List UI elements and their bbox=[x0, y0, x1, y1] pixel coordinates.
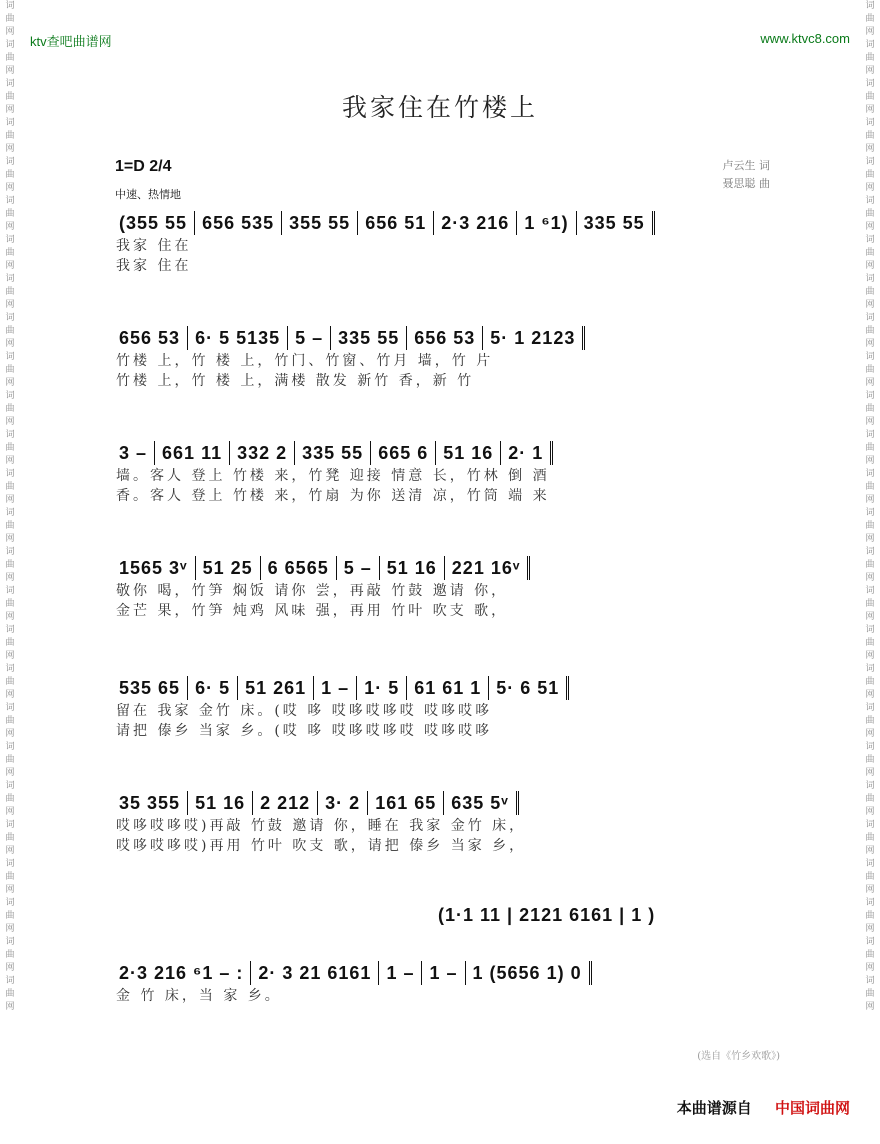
watermark-char: 词 bbox=[865, 820, 875, 830]
watermark-char: 曲 bbox=[5, 131, 15, 141]
watermark-char: 曲 bbox=[865, 443, 875, 453]
watermark-char: 曲 bbox=[865, 131, 875, 141]
measure: 635 5ᵛ bbox=[444, 791, 519, 815]
watermark-char: 词 bbox=[865, 118, 875, 128]
lyric-line: 墙。客人 登上 竹楼 来，竹凳 迎接 情意 长，竹林 倒 酒 bbox=[116, 468, 550, 484]
measure: 221 16ᵛ bbox=[445, 556, 531, 580]
watermark-char: 曲 bbox=[5, 209, 15, 219]
watermark-char: 词 bbox=[5, 196, 15, 206]
measure: 656 535 bbox=[195, 211, 282, 235]
watermark-char: 曲 bbox=[865, 911, 875, 921]
score-system bbox=[112, 555, 776, 621]
watermark-char: 曲 bbox=[5, 521, 15, 531]
watermark-char: 词 bbox=[865, 547, 875, 557]
watermark-char: 词 bbox=[865, 937, 875, 947]
watermark-char: 词 bbox=[865, 157, 875, 167]
notation-line bbox=[112, 440, 776, 466]
measure: 6 6565 bbox=[261, 556, 337, 580]
watermark-char: 词 bbox=[865, 430, 875, 440]
watermark-char: 网 bbox=[5, 846, 15, 856]
lyric-line: 我家 住在 bbox=[116, 238, 192, 254]
watermark-char: 网 bbox=[5, 885, 15, 895]
watermark-char: 网 bbox=[865, 924, 875, 934]
key-signature: 1=D 2/4 bbox=[115, 158, 172, 175]
measure: 51 16 bbox=[436, 441, 501, 465]
watermark-char: 词 bbox=[5, 1, 15, 11]
measure: 161 65 bbox=[368, 791, 444, 815]
watermark-char: 曲 bbox=[865, 287, 875, 297]
ending-extra-measures: (1·1 11 | 2121 6161 | 1 ) bbox=[438, 905, 656, 925]
watermark-char: 曲 bbox=[5, 248, 15, 258]
watermark-char: 网 bbox=[865, 1002, 875, 1012]
watermark-char: 词 bbox=[865, 508, 875, 518]
watermark-char: 曲 bbox=[865, 989, 875, 999]
measure: 661 11 bbox=[155, 441, 230, 465]
source-label: 本曲谱源自 bbox=[676, 1099, 752, 1117]
measure: 2·3 216 bbox=[434, 211, 517, 235]
notation-line bbox=[112, 790, 776, 816]
watermark-char: 词 bbox=[865, 664, 875, 674]
notation-line bbox=[112, 325, 776, 351]
watermark-char: 网 bbox=[5, 495, 15, 505]
watermark-char: 词 bbox=[865, 469, 875, 479]
watermark-char: 词 bbox=[865, 781, 875, 791]
measure: 2·3 216 ⁶1 – : bbox=[112, 961, 251, 985]
watermark-char: 网 bbox=[5, 807, 15, 817]
watermark-char: 曲 bbox=[865, 404, 875, 414]
watermark-char: 词 bbox=[5, 742, 15, 752]
watermark-char: 网 bbox=[5, 27, 15, 37]
measure: 1 ⁶1) bbox=[517, 211, 576, 235]
measure: 3 – bbox=[112, 441, 155, 465]
watermark-char: 曲 bbox=[865, 365, 875, 375]
watermark-char: 词 bbox=[5, 586, 15, 596]
measure: 355 55 bbox=[282, 211, 358, 235]
watermark-char: 网 bbox=[5, 144, 15, 154]
watermark-char: 词 bbox=[5, 391, 15, 401]
watermark-char: 词 bbox=[5, 859, 15, 869]
song-title: 我家住在竹楼上 bbox=[341, 93, 538, 122]
lyric-line: 竹楼 上，竹 楼 上，满楼 散发 新竹 香，新 竹 bbox=[116, 373, 475, 389]
left-watermark-column bbox=[2, 0, 18, 1144]
watermark-char: 曲 bbox=[865, 482, 875, 492]
notation-line bbox=[112, 960, 776, 986]
lyric-line: 请把 傣乡 当家 乡。(哎 哆 哎哆哎哆哎 哎哆哎哆 bbox=[116, 723, 493, 739]
measure: 332 2 bbox=[230, 441, 295, 465]
watermark-char: 网 bbox=[865, 573, 875, 583]
score-system bbox=[112, 675, 776, 741]
watermark-char: 网 bbox=[5, 534, 15, 544]
watermark-char: 网 bbox=[865, 105, 875, 115]
measure: 5 – bbox=[337, 556, 380, 580]
watermark-char: 词 bbox=[5, 157, 15, 167]
watermark-char: 网 bbox=[865, 183, 875, 193]
measure: 5· 1 2123 bbox=[483, 326, 585, 350]
watermark-char: 曲 bbox=[865, 755, 875, 765]
measure: 335 55 bbox=[577, 211, 655, 235]
watermark-char: 词 bbox=[5, 352, 15, 362]
watermark-char: 网 bbox=[865, 846, 875, 856]
watermark-char: 词 bbox=[5, 625, 15, 635]
watermark-char: 曲 bbox=[865, 53, 875, 63]
watermark-char: 曲 bbox=[865, 92, 875, 102]
lyric-line: 香。客人 登上 竹楼 来，竹扇 为你 送清 凉，竹筒 端 来 bbox=[116, 488, 550, 504]
watermark-char: 网 bbox=[865, 651, 875, 661]
measure: 3· 2 bbox=[318, 791, 368, 815]
watermark-char: 网 bbox=[865, 768, 875, 778]
watermark-char: 词 bbox=[5, 313, 15, 323]
watermark-char: 曲 bbox=[5, 14, 15, 24]
watermark-char: 词 bbox=[5, 79, 15, 89]
watermark-char: 曲 bbox=[5, 170, 15, 180]
watermark-char: 曲 bbox=[5, 755, 15, 765]
watermark-char: 网 bbox=[865, 66, 875, 76]
watermark-char: 曲 bbox=[5, 716, 15, 726]
watermark-char: 曲 bbox=[5, 365, 15, 375]
watermark-char: 词 bbox=[5, 781, 15, 791]
watermark-char: 曲 bbox=[865, 872, 875, 882]
lyric-line: 留在 我家 金竹 床。(哎 哆 哎哆哎哆哎 哎哆哎哆 bbox=[116, 703, 493, 719]
watermark-char: 曲 bbox=[5, 950, 15, 960]
watermark-char: 网 bbox=[865, 690, 875, 700]
watermark-char: 网 bbox=[865, 534, 875, 544]
watermark-char: 曲 bbox=[865, 170, 875, 180]
measure: 51 261 bbox=[238, 676, 314, 700]
watermark-char: 曲 bbox=[865, 521, 875, 531]
watermark-char: 曲 bbox=[865, 638, 875, 648]
measure: 535 65 bbox=[112, 676, 188, 700]
lyric-line: 哎哆哎哆哎)再敲 竹鼓 邀请 你，睡在 我家 金竹 床， bbox=[116, 818, 527, 834]
watermark-char: 网 bbox=[5, 339, 15, 349]
measure: 1 (5656 1) 0 bbox=[466, 961, 592, 985]
measure: 51 16 bbox=[380, 556, 445, 580]
watermark-char: 曲 bbox=[5, 677, 15, 687]
watermark-char: 曲 bbox=[5, 560, 15, 570]
composer-credit: 聂思聪 曲 bbox=[722, 177, 770, 190]
watermark-char: 曲 bbox=[865, 677, 875, 687]
watermark-char: 网 bbox=[5, 651, 15, 661]
watermark-char: 网 bbox=[865, 612, 875, 622]
measure: 5 – bbox=[288, 326, 331, 350]
watermark-char: 词 bbox=[865, 196, 875, 206]
watermark-char: 曲 bbox=[865, 794, 875, 804]
measure: 51 16 bbox=[188, 791, 253, 815]
watermark-char: 词 bbox=[5, 40, 15, 50]
notation-line bbox=[112, 210, 776, 236]
watermark-char: 曲 bbox=[5, 287, 15, 297]
lyric-line: 敬你 喝，竹笋 焖饭 请你 尝，再敲 竹鼓 邀请 你， bbox=[116, 583, 509, 599]
watermark-char: 词 bbox=[865, 742, 875, 752]
measure: 2· 1 bbox=[501, 441, 553, 465]
watermark-char: 词 bbox=[5, 976, 15, 986]
measure: 1 – bbox=[314, 676, 357, 700]
measure: 5· 6 51 bbox=[489, 676, 569, 700]
watermark-char: 网 bbox=[865, 300, 875, 310]
watermark-char: 网 bbox=[5, 963, 15, 973]
watermark-char: 曲 bbox=[865, 560, 875, 570]
lyric-line: 金 竹 床，当 家 乡。 bbox=[116, 988, 282, 1004]
watermark-char: 词 bbox=[5, 898, 15, 908]
watermark-char: 网 bbox=[5, 105, 15, 115]
watermark-char: 曲 bbox=[865, 716, 875, 726]
watermark-char: 曲 bbox=[5, 53, 15, 63]
watermark-char: 网 bbox=[5, 924, 15, 934]
watermark-char: 网 bbox=[865, 222, 875, 232]
watermark-char: 网 bbox=[5, 417, 15, 427]
watermark-char: 词 bbox=[865, 976, 875, 986]
measure: 6· 5 bbox=[188, 676, 238, 700]
score-system bbox=[112, 960, 776, 1006]
watermark-char: 词 bbox=[865, 859, 875, 869]
watermark-char: 词 bbox=[5, 274, 15, 284]
watermark-char: 词 bbox=[865, 703, 875, 713]
watermark-char: 曲 bbox=[5, 638, 15, 648]
watermark-char: 网 bbox=[5, 378, 15, 388]
watermark-char: 曲 bbox=[865, 14, 875, 24]
watermark-char: 网 bbox=[865, 27, 875, 37]
watermark-char: 曲 bbox=[865, 599, 875, 609]
right-watermark-column bbox=[862, 0, 878, 1144]
watermark-char: 词 bbox=[865, 391, 875, 401]
measure: 335 55 bbox=[331, 326, 407, 350]
watermark-char: 词 bbox=[5, 469, 15, 479]
watermark-char: 网 bbox=[865, 378, 875, 388]
measure: (355 55 bbox=[112, 211, 195, 235]
measure: 35 355 bbox=[112, 791, 188, 815]
watermark-char: 网 bbox=[5, 1002, 15, 1012]
score-system bbox=[112, 210, 776, 276]
watermark-char: 曲 bbox=[5, 911, 15, 921]
measure: 665 6 bbox=[371, 441, 436, 465]
watermark-char: 网 bbox=[5, 729, 15, 739]
watermark-char: 网 bbox=[865, 807, 875, 817]
lyric-line: 金芒 果，竹笋 炖鸡 风味 强，再用 竹叶 吹支 歌， bbox=[116, 603, 509, 619]
watermark-char: 网 bbox=[5, 222, 15, 232]
watermark-char: 词 bbox=[865, 586, 875, 596]
watermark-char: 网 bbox=[5, 690, 15, 700]
measure: 6· 5 5135 bbox=[188, 326, 288, 350]
measure: 1565 3ᵛ bbox=[112, 556, 196, 580]
watermark-char: 网 bbox=[5, 456, 15, 466]
measure: 61 61 1 bbox=[407, 676, 489, 700]
watermark-char: 词 bbox=[865, 625, 875, 635]
lyric-line: 竹楼 上，竹 楼 上，竹门、竹窗、竹月 墙，竹 片 bbox=[116, 353, 494, 369]
watermark-char: 网 bbox=[865, 456, 875, 466]
measure: 656 51 bbox=[358, 211, 434, 235]
credits bbox=[723, 157, 771, 193]
watermark-char: 网 bbox=[865, 495, 875, 505]
lyric-line: 哎哆哎哆哎)再用 竹叶 吹支 歌，请把 傣乡 当家 乡， bbox=[116, 838, 527, 854]
watermark-char: 词 bbox=[865, 274, 875, 284]
watermark-char: 词 bbox=[865, 313, 875, 323]
measure: 2 212 bbox=[253, 791, 318, 815]
watermark-char: 词 bbox=[865, 1, 875, 11]
watermark-char: 词 bbox=[865, 235, 875, 245]
watermark-char: 曲 bbox=[5, 833, 15, 843]
watermark-char: 网 bbox=[5, 612, 15, 622]
watermark-char: 网 bbox=[865, 144, 875, 154]
watermark-char: 网 bbox=[5, 300, 15, 310]
site-name-left[interactable]: ktv查吧曲谱网 bbox=[30, 34, 112, 49]
watermark-char: 曲 bbox=[5, 482, 15, 492]
watermark-char: 网 bbox=[5, 768, 15, 778]
watermark-char: 网 bbox=[865, 417, 875, 427]
measure: 656 53 bbox=[112, 326, 188, 350]
watermark-char: 词 bbox=[5, 118, 15, 128]
watermark-char: 曲 bbox=[865, 326, 875, 336]
lyric-line: 我家 住在 bbox=[116, 258, 192, 274]
watermark-char: 曲 bbox=[5, 443, 15, 453]
watermark-char: 曲 bbox=[5, 872, 15, 882]
score-system bbox=[112, 440, 776, 506]
watermark-char: 网 bbox=[5, 261, 15, 271]
source-site[interactable]: 中国词曲网 bbox=[774, 1099, 850, 1117]
watermark-char: 词 bbox=[865, 898, 875, 908]
watermark-char: 曲 bbox=[5, 989, 15, 999]
watermark-char: 词 bbox=[5, 430, 15, 440]
watermark-char: 曲 bbox=[865, 248, 875, 258]
watermark-char: 网 bbox=[5, 183, 15, 193]
watermark-char: 词 bbox=[5, 820, 15, 830]
tempo-marking: 中速、热情地 bbox=[115, 188, 181, 201]
measure: 1· 5 bbox=[357, 676, 407, 700]
watermark-char: 网 bbox=[865, 729, 875, 739]
source-credit bbox=[677, 1097, 850, 1118]
measure: 1 – bbox=[422, 961, 465, 985]
watermark-char: 词 bbox=[865, 79, 875, 89]
watermark-char: 词 bbox=[5, 664, 15, 674]
watermark-char: 曲 bbox=[865, 950, 875, 960]
watermark-char: 曲 bbox=[5, 326, 15, 336]
measure: 2· 3 21 6161 bbox=[251, 961, 379, 985]
watermark-char: 词 bbox=[5, 703, 15, 713]
lyricist-credit: 卢云生 词 bbox=[722, 159, 770, 172]
watermark-char: 曲 bbox=[5, 92, 15, 102]
watermark-char: 词 bbox=[5, 547, 15, 557]
measure: 335 55 bbox=[295, 441, 371, 465]
watermark-char: 曲 bbox=[5, 794, 15, 804]
watermark-char: 网 bbox=[5, 66, 15, 76]
notation-line bbox=[112, 675, 776, 701]
notation-line bbox=[112, 555, 776, 581]
source-footnote: (选自《竹乡欢歌》) bbox=[697, 1051, 780, 1062]
site-url-right[interactable]: www.ktvc8.com bbox=[760, 31, 850, 46]
measure: 1 – bbox=[379, 961, 422, 985]
watermark-char: 网 bbox=[5, 573, 15, 583]
watermark-char: 词 bbox=[865, 352, 875, 362]
watermark-char: 曲 bbox=[5, 404, 15, 414]
watermark-char: 网 bbox=[865, 963, 875, 973]
score-system bbox=[112, 325, 776, 391]
watermark-char: 词 bbox=[5, 937, 15, 947]
measure: 656 53 bbox=[407, 326, 483, 350]
watermark-char: 网 bbox=[865, 339, 875, 349]
watermark-char: 词 bbox=[5, 235, 15, 245]
watermark-char: 词 bbox=[865, 40, 875, 50]
score-system bbox=[112, 790, 776, 856]
watermark-char: 网 bbox=[865, 885, 875, 895]
watermark-char: 网 bbox=[865, 261, 875, 271]
watermark-char: 曲 bbox=[865, 833, 875, 843]
watermark-char: 曲 bbox=[5, 599, 15, 609]
measure: 51 25 bbox=[196, 556, 261, 580]
watermark-char: 曲 bbox=[865, 209, 875, 219]
watermark-char: 词 bbox=[5, 508, 15, 518]
